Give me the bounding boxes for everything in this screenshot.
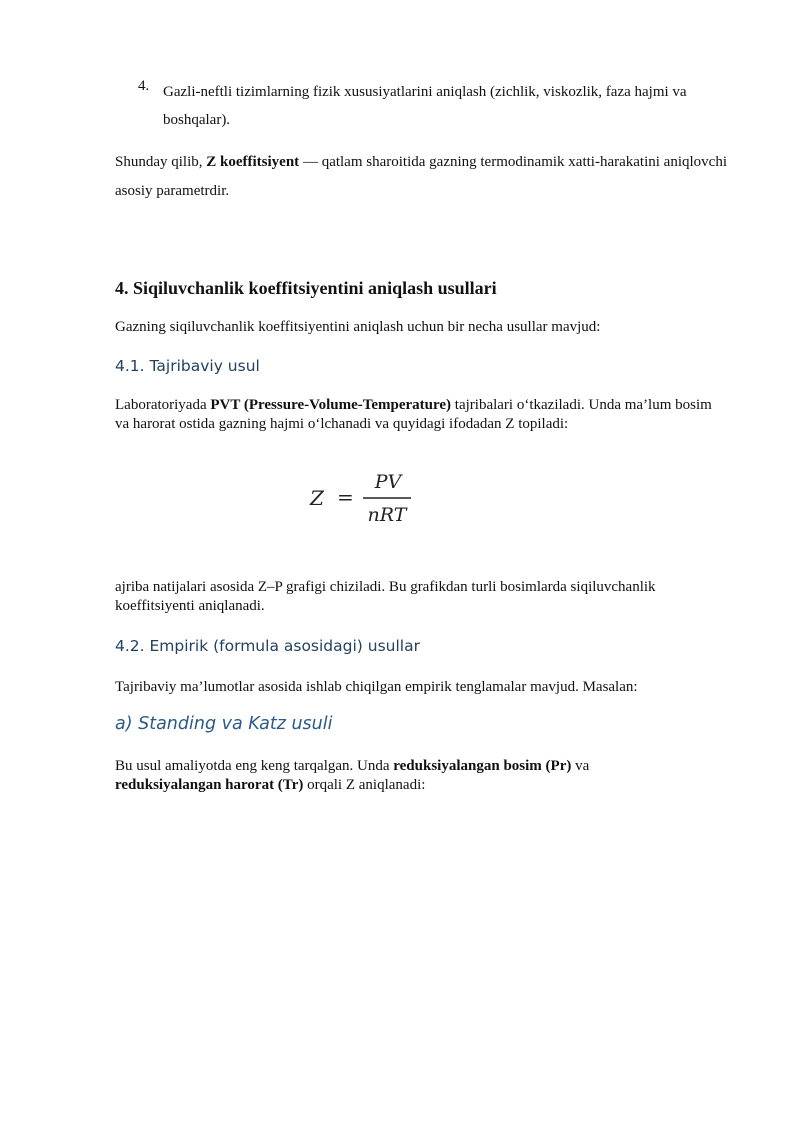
empirical-intro: Tajribaviy ma’lumotlar asosida ishlab chiqilgan empirik tenglamalar mavjud. Masalan: <box>115 679 638 695</box>
experimental-method-paragraph <box>115 396 728 434</box>
formula-lhs: Z <box>310 486 324 510</box>
section-heading: 4. Siqiluvchanlik koeffitsiyentini aniqlash usullari <box>115 278 497 298</box>
standing-text-pre: Bu usul amaliyotda eng keng tarqalgan. Unda <box>115 758 394 774</box>
section-intro: Gazning siqiluvchanlik koeffitsiyentini aniqlash uchun bir necha usullar mavjud: <box>115 319 601 335</box>
summary-text-pre: Shunday qilib, <box>115 154 207 170</box>
experimental-text-post: tajribalari o‘tkaziladi. Unda ma’lum bosim va harorat ostida gazning hajmi o‘lchanadi va quyidagi ifodadan Z topiladi: <box>115 397 712 432</box>
standing-text-post: orqali Z aniqlanadi: <box>303 777 426 793</box>
formula-equals: = <box>337 485 354 509</box>
z-formula <box>305 468 415 532</box>
list-item-number: 4. <box>138 78 150 94</box>
experimental-text-pre: Laboratoriyada <box>115 397 211 413</box>
formula-denominator-rest: RT <box>379 504 407 526</box>
formula-denominator-n: n <box>367 504 380 526</box>
subsection-heading-4-2: 4.2. Empirik (formula asosidagi) usullar <box>115 637 420 655</box>
experimental-text-bold: PVT (Pressure-Volume-Temperature) <box>210 397 452 413</box>
formula-denominator <box>368 504 408 526</box>
graph-paragraph: ajriba natijalari asosida Z–P grafigi chiziladi. Bu grafikdan turli bosimlarda siqiluvchanlik koeffitsiyenti aniqlanadi. <box>115 579 656 614</box>
formula-numerator: PV <box>374 471 402 493</box>
standing-text-mid: va <box>571 758 590 774</box>
summary-text-post: — qatlam sharoitida gazning termodinamik xatti-harakatini aniqlovchi asosiy parametrdir. <box>115 154 727 199</box>
standing-text-bold1: reduksiyalangan bosim (Pr) <box>393 758 572 774</box>
standing-katz-paragraph <box>115 757 728 795</box>
standing-text-bold2: reduksiyalangan harorat (Tr) <box>115 777 304 793</box>
list-item-text: Gazli-neftli tizimlarning fizik xususiyatlarini aniqlash (zichlik, viskozlik, faza hajmi va boshqalar). <box>163 84 687 128</box>
subsection-heading-a: a) Standing va Katz usuli <box>115 714 333 734</box>
summary-paragraph <box>115 148 728 206</box>
summary-text-bold: Z koeffitsiyent <box>206 154 300 170</box>
subsection-heading-4-1: 4.1. Tajribaviy usul <box>115 357 260 375</box>
